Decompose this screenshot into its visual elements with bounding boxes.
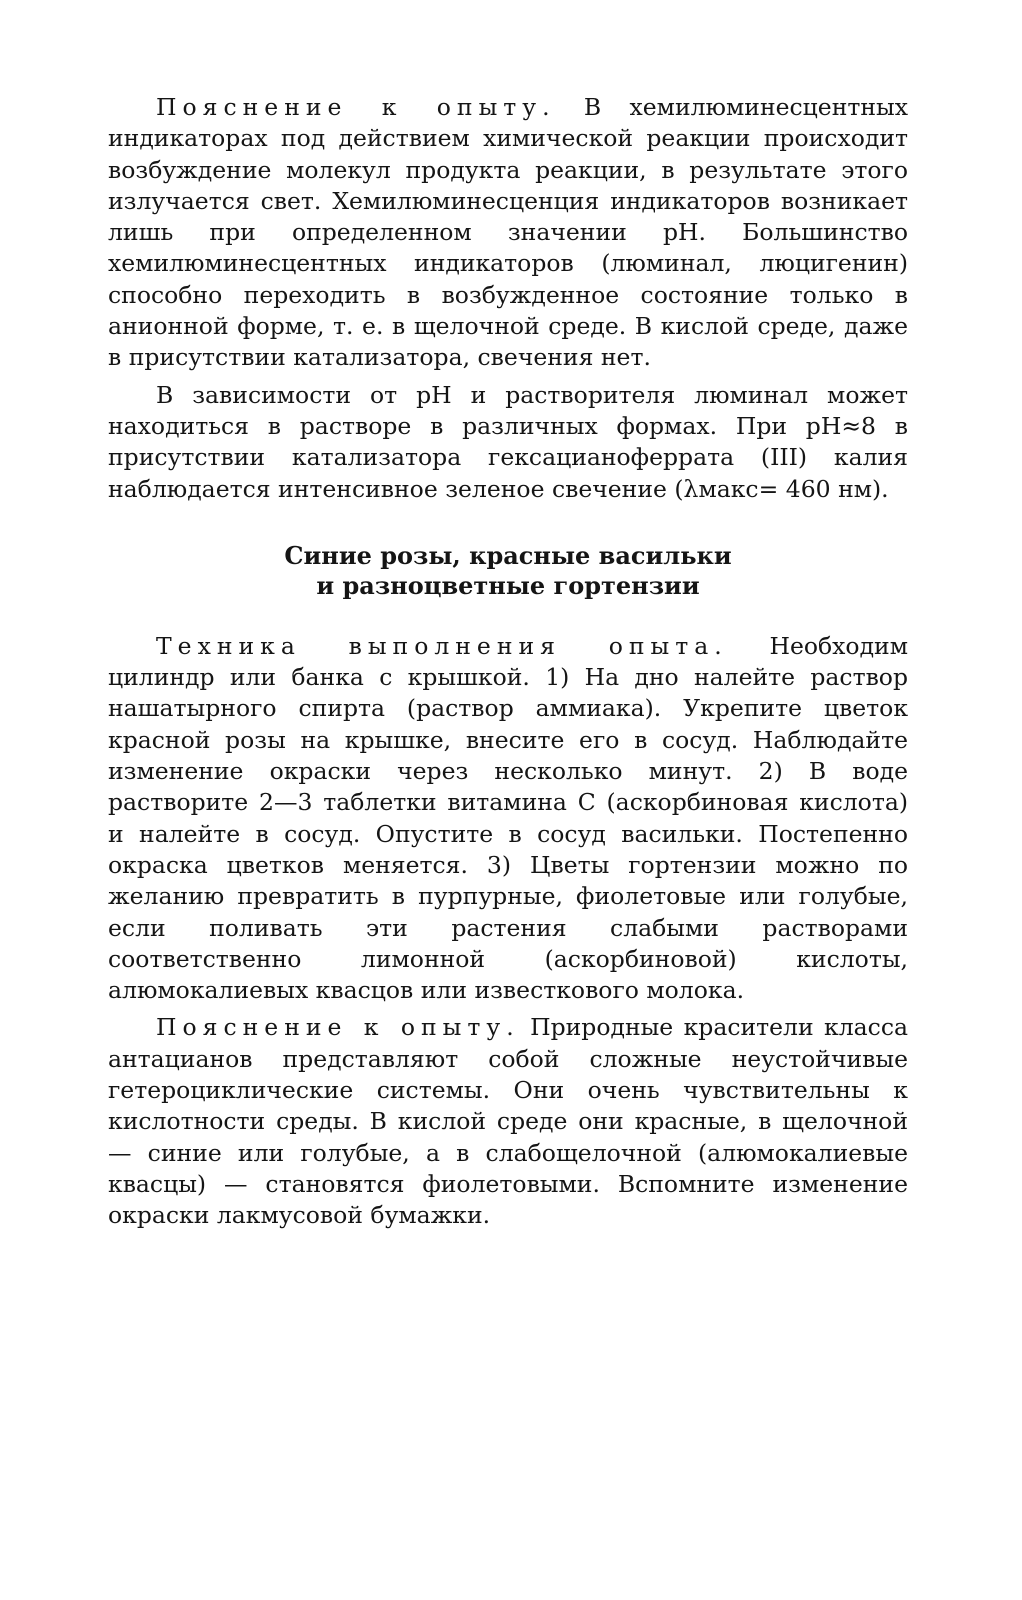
paragraph-text: В хемилюминесцентных индикаторах под действием химической реакции происходит возбуждение молекул продукта реакции, в результате этого излучается свет. Хемилюминесценция индикаторов возникает лишь при определенном значении pH. Большинство хемилюминесцентных индикаторов (люминал, люцигенин) способно переходить в возбужденное состояние только в анионной форме, т. е. в щелочной среде. В кислой среде, даже в присутствии катализатора, свечения нет.: [108, 93, 908, 372]
paragraph-technique: [108, 631, 908, 1007]
paragraph-luminol: В зависимости от pH и растворителя люминал может находиться в растворе в различных формах. При pH≈8 в присутствии катализатора гексацианоферрата (III) калия наблюдается интенсивное зеленое свечение (λмакс= 460 нм).: [108, 380, 908, 503]
paragraph-text: Необходим цилиндр или банка с крышкой. 1) На дно налейте раствор нашатырного спирта (раствор аммиака). Укрепите цветок красной розы на крышке, внесите его в сосуд. Наблюдайте изменение окраски через несколько минут. 2) В воде растворите 2—3 таблетки витамина С (аскорбиновая кислота) и налейте в сосуд. Опустите в сосуд васильки. Постепенно окраска цветков меняется. 3) Цветы гортензии можно по желанию превратить в пурпурные, фиолетовые или голубые, если поливать эти растения слабыми растворами соответственно лимонной (аскорбиновой) кислоты, алюмокалиевых квасцов или известкового молока.: [108, 631, 908, 1005]
text-column: [108, 92, 908, 1232]
heading-line-2: и разноцветные гортензии: [316, 570, 700, 600]
paragraph-text: Природные красители класса антацианов представляют собой сложные неустойчивые гетероциклические системы. Они очень чувствительны к кислотности среды. В кислой среде они красные, в щелочной — синие или голубые, а в слабощелочной (алюмокалиевые квасцы) — становятся фиолетовыми. Вспомните изменение окраски лакмусовой бумажки.: [108, 1013, 908, 1230]
paragraph-explanation-1: [108, 92, 908, 374]
lead-phrase: Пояснение к опыту.: [156, 1013, 520, 1042]
lead-phrase: Пояснение к опыту.: [156, 93, 556, 121]
heading-line-1: Синие розы, красные васильки: [284, 540, 732, 570]
lead-phrase: Техника выполнения опыта.: [156, 631, 728, 660]
section-heading: [108, 541, 908, 601]
paragraph-explanation-2: [108, 1012, 908, 1231]
